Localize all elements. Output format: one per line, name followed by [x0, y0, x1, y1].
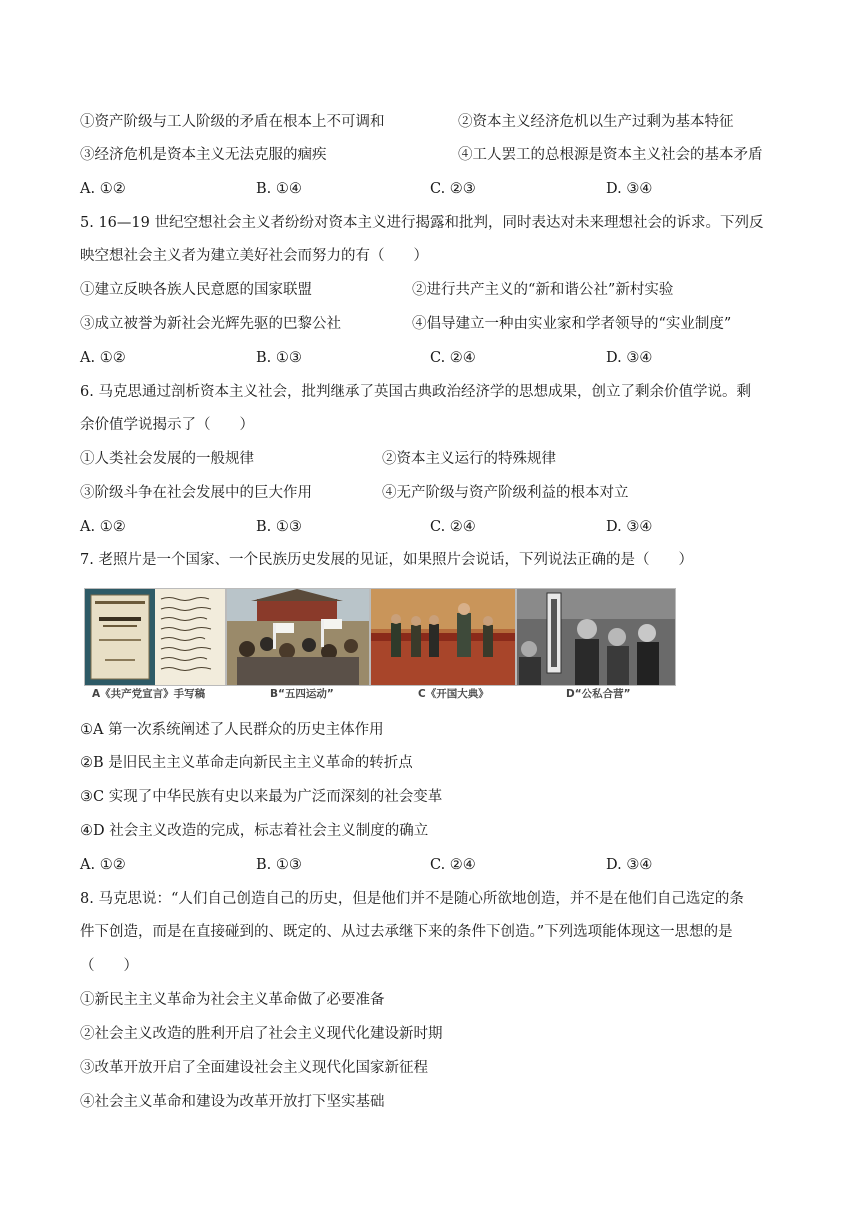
q7-statement-1: ①A 第一次系统阐述了人民群众的历史主体作用	[80, 722, 384, 738]
photo-a-manifesto-manuscript	[84, 588, 226, 686]
q7-statement-4: ④D 社会主义改造的完成，标志着社会主义制度的确立	[80, 823, 429, 839]
q4-statement-3: ③经济危机是资本主义无法克服的痼疾	[80, 147, 327, 163]
q7-stem: 7. 老照片是一个国家、一个民族历史发展的见证，如果照片会说话，下列说法正确的是（ ）	[80, 552, 693, 568]
q5-statement-3: ③成立被誉为新社会光辉先驱的巴黎公社	[80, 316, 341, 332]
q7-statement-3: ③C 实现了中华民族有史以来最为广泛而深刻的社会变革	[80, 789, 443, 805]
photo-b-caption: B“五四运动”	[270, 688, 334, 700]
photo-c-caption: C《开国大典》	[418, 688, 489, 700]
q4-option-d[interactable]: D. ③④	[606, 181, 653, 197]
q5-statement-4: ④倡导建立一种由实业家和学者领导的“实业制度”	[412, 316, 732, 332]
q6-option-d[interactable]: D. ③④	[606, 519, 653, 535]
q7-statement-2: ②B 是旧民主主义革命走向新民主主义革命的转折点	[80, 755, 413, 771]
q5-option-d[interactable]: D. ③④	[606, 350, 653, 366]
q6-option-b[interactable]: B. ①③	[256, 519, 302, 535]
q8-stem-line-3: （ ）	[80, 958, 138, 974]
q7-option-b[interactable]: B. ①③	[256, 857, 302, 873]
q6-statement-3: ③阶级斗争在社会发展中的巨大作用	[80, 485, 312, 501]
q6-option-a[interactable]: A. ①②	[80, 519, 126, 535]
q5-option-b[interactable]: B. ①③	[256, 350, 302, 366]
q5-stem-line-2: 映空想社会主义者为建立美好社会而努力的有（ ）	[80, 248, 428, 264]
q8-statement-3: ③改革开放开启了全面建设社会主义现代化国家新征程	[80, 1060, 428, 1076]
q5-statement-2: ②进行共产主义的“新和谐公社”新村实验	[412, 282, 674, 298]
q6-stem-line-2: 余价值学说揭示了（ ）	[80, 417, 254, 433]
q8-statement-4: ④社会主义革命和建设为改革开放打下坚实基础	[80, 1094, 385, 1110]
q8-statement-1: ①新民主主义革命为社会主义革命做了必要准备	[80, 992, 385, 1008]
q8-statement-2: ②社会主义改造的胜利开启了社会主义现代化建设新时期	[80, 1026, 443, 1042]
q7-option-d[interactable]: D. ③④	[606, 857, 653, 873]
q8-stem-line-1: 8. 马克思说：“人们自己创造自己的历史，但是他们并不是随心所欲地创造，并不是在他们自己选定的条	[80, 891, 744, 907]
q5-statement-1: ①建立反映各族人民意愿的国家联盟	[80, 282, 312, 298]
q5-option-a[interactable]: A. ①②	[80, 350, 126, 366]
q6-stem-line-1: 6. 马克思通过剖析资本主义社会，批判继承了英国古典政治经济学的思想成果，创立了剩余价值学说。剩	[80, 384, 751, 400]
q7-option-c[interactable]: C. ②④	[430, 857, 476, 873]
q5-option-c[interactable]: C. ②④	[430, 350, 476, 366]
q4-statement-1: ①资产阶级与工人阶级的矛盾在根本上不可调和	[80, 114, 385, 130]
q7-photo-strip	[84, 588, 676, 700]
q5-stem-line-1: 5. 16—19 世纪空想社会主义者纷纷对资本主义进行揭露和批判，同时表达对未来理想社会的诉求。下列反	[80, 215, 764, 231]
photo-c-founding-ceremony	[370, 588, 516, 686]
photo-d-caption: D“公私合营”	[566, 688, 631, 700]
photo-b-may-fourth-movement	[226, 588, 370, 686]
q4-option-a[interactable]: A. ①②	[80, 181, 126, 197]
q8-stem-line-2: 件下创造，而是在直接碰到的、既定的、从过去承继下来的条件下创造。”下列选项能体现这一思想的是	[80, 924, 733, 940]
q6-statement-2: ②资本主义运行的特殊规律	[382, 451, 556, 467]
q6-statement-4: ④无产阶级与资产阶级利益的根本对立	[382, 485, 629, 501]
q7-option-a[interactable]: A. ①②	[80, 857, 126, 873]
q4-option-c[interactable]: C. ②③	[430, 181, 476, 197]
q6-statement-1: ①人类社会发展的一般规律	[80, 451, 254, 467]
q4-statement-2: ②资本主义经济危机以生产过剩为基本特征	[458, 114, 734, 130]
photo-d-public-private-partnership	[516, 588, 676, 686]
photo-a-caption: A《共产党宣言》手写稿	[92, 688, 206, 700]
q6-option-c[interactable]: C. ②④	[430, 519, 476, 535]
q4-statement-4: ④工人罢工的总根源是资本主义社会的基本矛盾	[458, 147, 763, 163]
q4-option-b[interactable]: B. ①④	[256, 181, 302, 197]
